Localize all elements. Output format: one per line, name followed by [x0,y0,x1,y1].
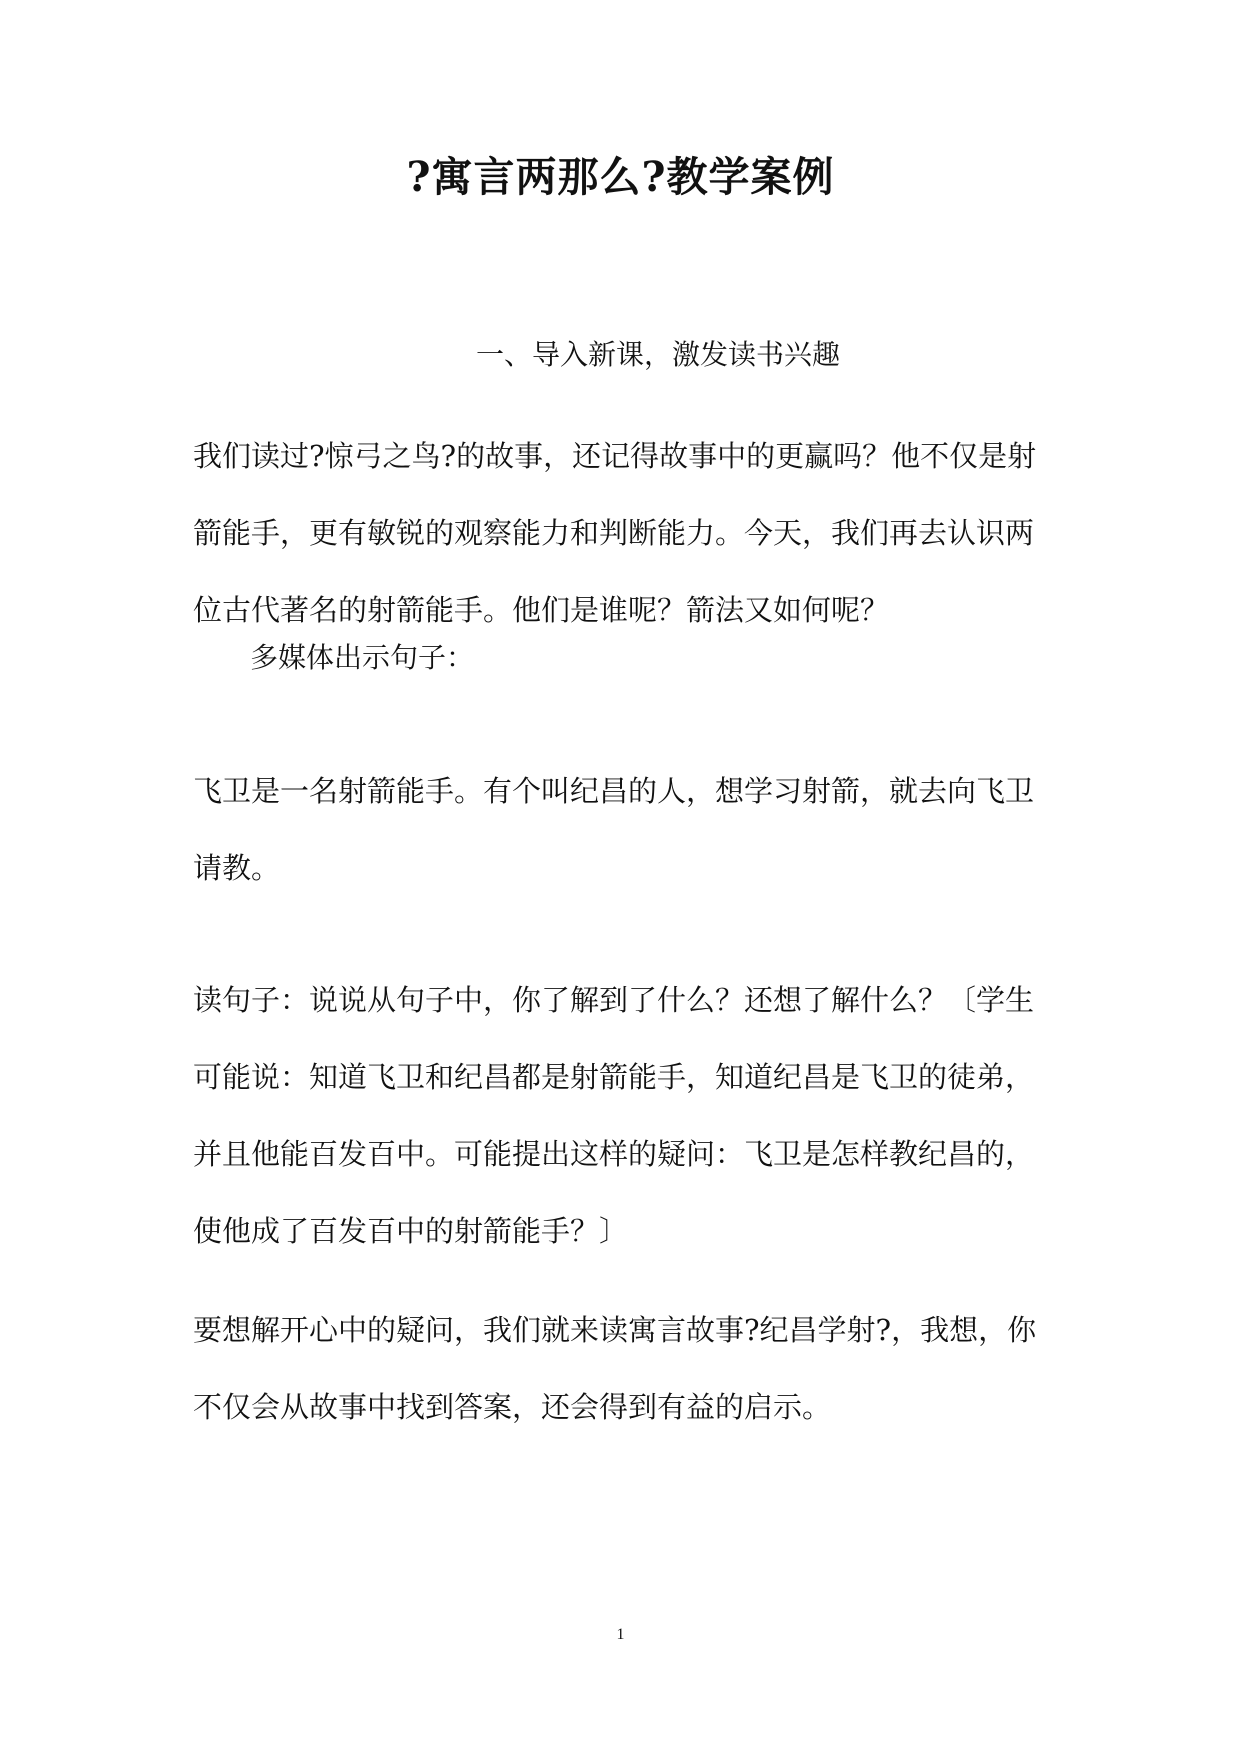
quoted-sentence-paragraph [193,768,1053,922]
paragraph-line: 请教。 [193,851,281,885]
media-prompt: 多媒体出示句子： [250,641,475,674]
reading-question-paragraph [193,977,1053,1285]
paragraph-line: 使他成了百发百中的射箭能手？〕 [193,1214,629,1248]
closing-paragraph [193,1307,1053,1461]
section-heading: 一、导入新课，激发读书兴趣 [476,338,841,371]
paragraph-line: 箭能手，更有敏锐的观察能力和判断能力。今天，我们再去认识两 [193,516,1035,550]
paragraph-line: 读句子：说说从句子中，你了解到了什么？还想了解什么？〔学生 [193,983,1035,1017]
paragraph-line: 可能说：知道飞卫和纪昌都是射箭能手，知道纪昌是飞卫的徒弟， [193,1060,1035,1094]
paragraph-line: 位古代著名的射箭能手。他们是谁呢？箭法又如何呢？ [193,593,890,627]
paragraph-line: 我们读过?惊弓之鸟?的故事，还记得故事中的更赢吗？他不仅是射 [193,439,1037,473]
document-title: ?寓言两那么?教学案例 [406,153,835,201]
paragraph-line: 要想解开心中的疑问，我们就来读寓言故事?纪昌学射?，我想，你 [193,1313,1037,1347]
paragraph-line: 并且他能百发百中。可能提出这样的疑问：飞卫是怎样教纪昌的， [193,1137,1035,1171]
paragraph-line: 不仅会从故事中找到答案，还会得到有益的启示。 [193,1390,832,1424]
paragraph-line: 飞卫是一名射箭能手。有个叫纪昌的人，想学习射箭，就去向飞卫 [193,774,1035,808]
page-number: 1 [616,1626,625,1643]
intro-paragraph [193,433,1053,664]
